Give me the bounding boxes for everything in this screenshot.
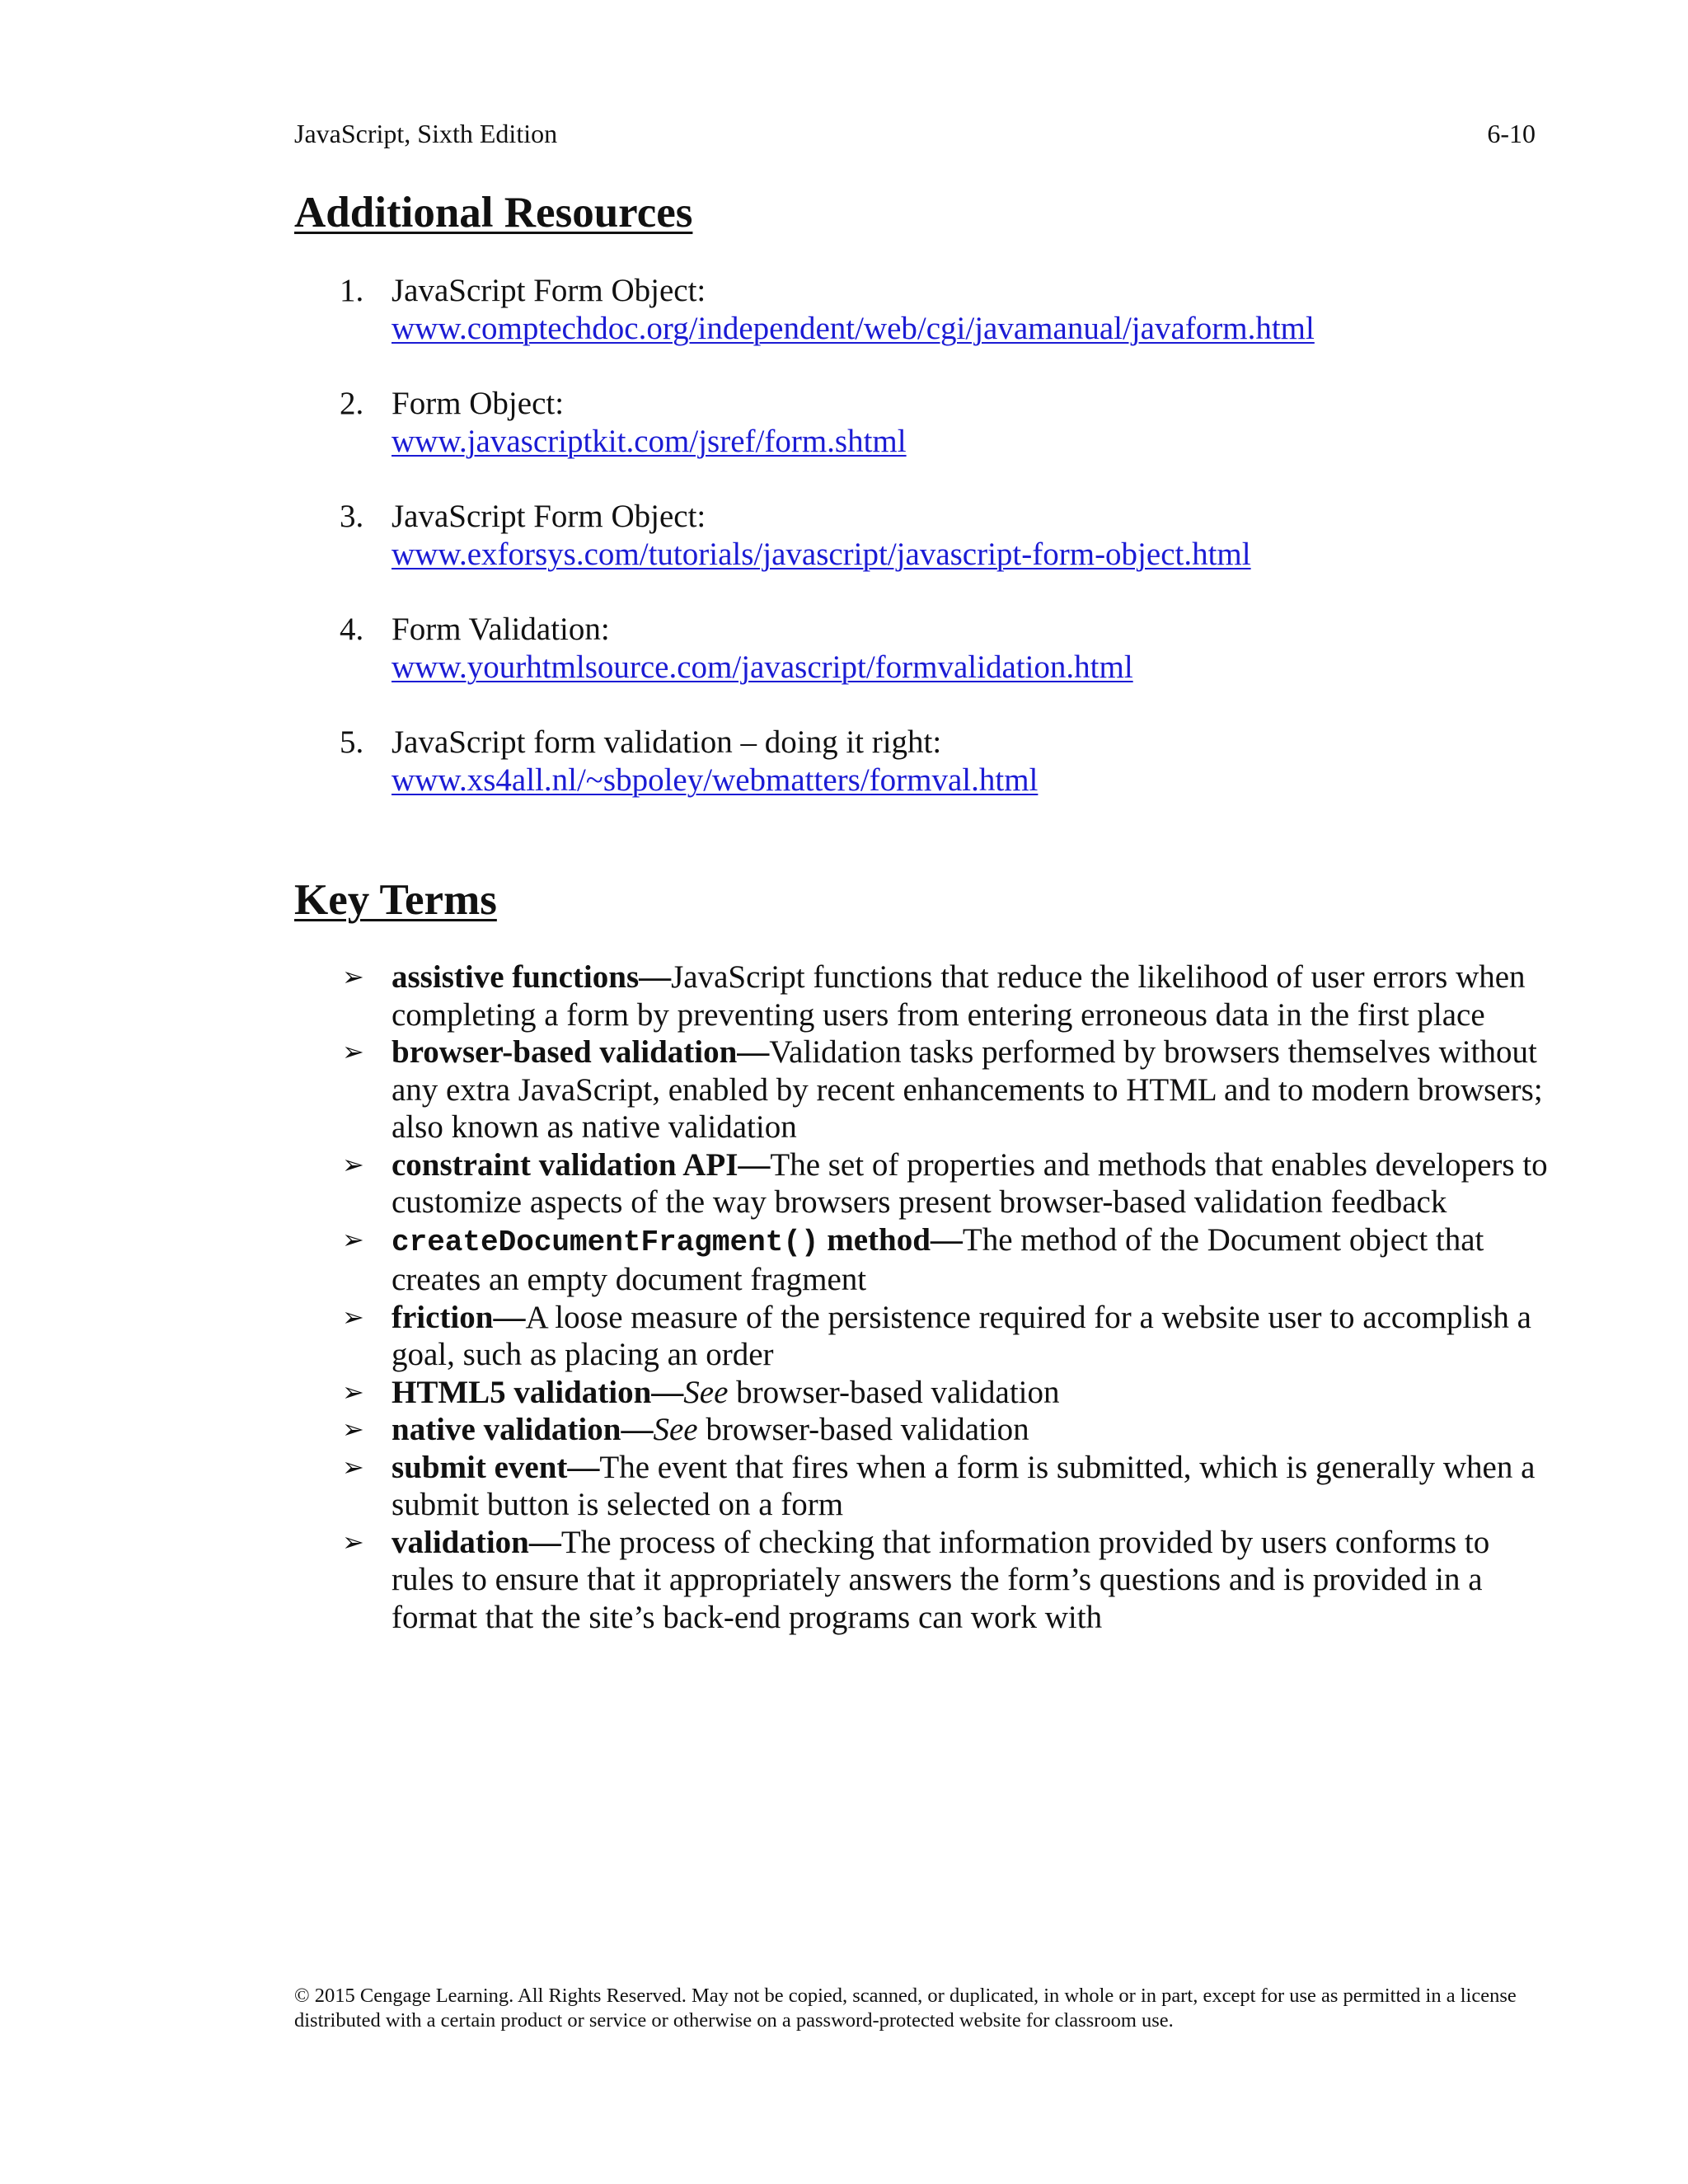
arrow-bullet-icon: ➢	[342, 1413, 364, 1445]
term-name: friction	[392, 1299, 494, 1335]
arrow-bullet-icon: ➢	[342, 1223, 364, 1255]
term-name: submit event	[392, 1449, 568, 1485]
term-definition: A loose measure of the persistence required for a website user to accomplish a goal, such as placing an order	[392, 1299, 1531, 1372]
term-definition: JavaScript functions that reduce the likelihood of user errors when completing a form by preventing users from entering erroneous data in the first place	[392, 959, 1526, 1033]
key-term-item: ➢ validation—The process of checking that information provided by users conforms to rules to ensure that it appropriately answers the form’s questions and is provided in a format that the site’s back-end programs can work with	[342, 1524, 1490, 1635]
key-term-item: ➢ submit event—The event that fires when a form is submitted, which is generally when a submit button is selected on a form	[342, 1449, 1536, 1522]
key-term-item: ➢ assistive functions—JavaScript functions that reduce the likelihood of user errors when completing a form by preventing users from entering erroneous data in the first place	[342, 959, 1526, 1033]
see-reference: See	[683, 1374, 729, 1410]
term-definition: The method of the Document object that creates an empty document fragment	[392, 1221, 1484, 1297]
term-definition: Validation tasks performed by browsers themselves without any extra JavaScript, enabled by recent enhancements to HTML and to modern browsers; also known as native validation	[392, 1034, 1543, 1145]
resource-number: 3.	[340, 499, 364, 534]
resource-number: 4.	[340, 612, 364, 647]
copyright-footer: © 2015 Cengage Learning. All Rights Reserved. May not be copied, scanned, or duplicated, in whole or in part, except for use as permitted in a license distributed with a certain product or service or otherwise on a password-protected website for classroom use.	[294, 1985, 1517, 2032]
resources-list	[294, 272, 1531, 837]
header-book-title: JavaScript, Sixth Edition	[294, 119, 558, 148]
header-page-number: 6-10	[1487, 119, 1536, 148]
term-name: assistive functions	[392, 959, 640, 995]
resource-number: 5.	[340, 724, 364, 760]
key-term-item: ➢ HTML5 validation—See browser-based validation	[342, 1374, 1060, 1410]
resource-link[interactable]: www.comptechdoc.org/independent/web/cgi/javamanual/javaform.html	[392, 311, 1315, 346]
term-suffix: method	[818, 1221, 931, 1258]
term-name: constraint validation API	[392, 1146, 738, 1183]
key-terms-heading: Key Terms	[294, 876, 497, 924]
resource-link[interactable]: www.xs4all.nl/~sbpoley/webmatters/formval.html	[392, 762, 1039, 798]
resource-item	[294, 385, 1531, 461]
term-name: HTML5 validation	[392, 1374, 652, 1410]
resource-label: JavaScript Form Object:	[392, 499, 706, 534]
term-name: native validation	[392, 1412, 621, 1447]
arrow-bullet-icon: ➢	[342, 1301, 364, 1333]
resource-link[interactable]: www.javascriptkit.com/jsref/form.shtml	[392, 424, 907, 459]
term-definition: The event that fires when a form is submitted, which is generally when a submit button is selected on a form	[392, 1449, 1536, 1522]
resource-number: 1.	[340, 273, 364, 308]
term-name: createDocumentFragment()	[392, 1225, 819, 1259]
key-term-item: ➢ native validation—See browser-based validation	[342, 1412, 1029, 1447]
resource-item	[294, 611, 1531, 687]
term-definition: browser-based validation	[697, 1412, 1029, 1447]
term-definition: The process of checking that information provided by users conforms to rules to ensure that it appropriately answers the form’s questions and is provided in a format that the site’s back-end programs can work with	[392, 1524, 1490, 1635]
arrow-bullet-icon: ➢	[342, 1451, 364, 1483]
term-name: browser-based validation	[392, 1034, 738, 1070]
resource-link[interactable]: www.exforsys.com/tutorials/javascript/javascript-form-object.html	[392, 537, 1251, 572]
key-term-item: ➢ constraint validation API—The set of properties and methods that enables developers to customize aspects of the way browsers present browser-based validation feedback	[342, 1146, 1548, 1220]
resource-item	[294, 272, 1531, 348]
key-term-item: ➢ browser-based validation—Validation tasks performed by browsers themselves without any extra JavaScript, enabled by recent enhancements to HTML and to modern browsers; also known as native validation	[342, 1034, 1543, 1145]
key-term-item: ➢ friction—A loose measure of the persistence required for a website user to accomplish a goal, such as placing an order	[342, 1299, 1531, 1372]
resource-label: JavaScript Form Object:	[392, 273, 706, 308]
key-term-item: ➢ createDocumentFragment() method—The method of the Document object that creates an empty document fragment	[342, 1221, 1484, 1297]
arrow-bullet-icon: ➢	[342, 1148, 364, 1180]
resource-link[interactable]: www.yourhtmlsource.com/javascript/formvalidation.html	[392, 649, 1133, 685]
arrow-bullet-icon: ➢	[342, 961, 364, 992]
key-terms-list	[294, 958, 1555, 1636]
term-definition: The set of properties and methods that enables developers to customize aspects of the way browsers present browser-based validation feedback	[392, 1146, 1548, 1220]
term-definition: browser-based validation	[728, 1374, 1060, 1410]
see-reference: See	[653, 1412, 698, 1447]
resource-label: Form Object:	[392, 386, 565, 421]
additional-resources-heading: Additional Resources	[294, 189, 693, 237]
resource-label: Form Validation:	[392, 612, 610, 647]
arrow-bullet-icon: ➢	[342, 1036, 364, 1067]
resource-label: JavaScript form validation – doing it right:	[392, 724, 942, 760]
resource-number: 2.	[340, 386, 364, 421]
term-name: validation	[392, 1524, 529, 1560]
running-header	[294, 117, 1536, 150]
resource-item	[294, 724, 1531, 799]
arrow-bullet-icon: ➢	[342, 1376, 364, 1408]
arrow-bullet-icon: ➢	[342, 1526, 364, 1558]
resource-item	[294, 498, 1531, 574]
